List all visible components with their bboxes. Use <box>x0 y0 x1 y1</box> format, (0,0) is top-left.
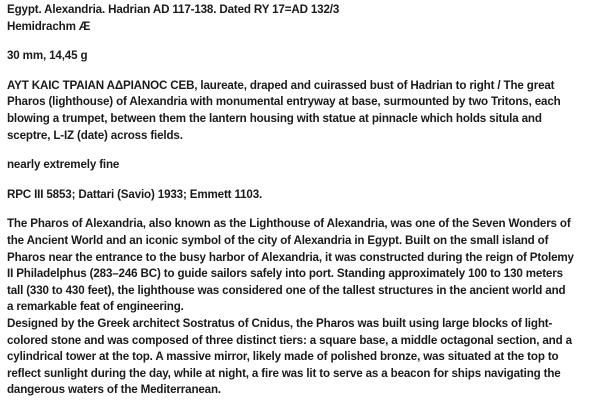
description-line: sceptre, L-IZ (date) across fields. <box>7 128 183 142</box>
history-line: reflect sunlight during the day, while at night, a fire was lit to serve as a beacon for ships navigating the <box>7 366 561 380</box>
coin-specs: 30 mm, 14,45 g <box>7 49 88 63</box>
history-paragraph-2 <box>7 316 605 399</box>
coin-references: RPC III 5853; Dattari (Savio) 1933; Emmett 1103. <box>7 187 263 201</box>
description-line: Pharos (lighthouse) of Alexandria with monumental entryway at base, surmounted by two Tritons, each <box>7 95 561 109</box>
history-line: II Philadelphus (283–246 BC) to guide sailors safely into port. Standing approximately 100 to 130 meters <box>7 267 563 281</box>
coin-denomination: Hemidrachm Æ <box>7 19 91 33</box>
history-line: colored stone and was composed of three distinct tiers: a square base, a middle octagonal section, and a <box>7 333 572 347</box>
coin-description-document <box>7 2 605 399</box>
coin-title: Egypt. Alexandria. Hadrian AD 117-138. Dated RY 17=AD 132/3 <box>7 3 340 16</box>
history-line: the Ancient World and an iconic symbol of the city of Alexandria in Egypt. Built on the small island of <box>7 233 549 247</box>
history-line: cylindrical tower at the top. A massive mirror, likely made of polished bronze, was situated at the top to <box>7 350 559 364</box>
history-line: The Pharos of Alexandria, also known as the Lighthouse of Alexandria, was one of the Seven Wonders of <box>7 217 571 231</box>
history-line: Pharos near the entrance to the busy harbor of Alexandria, it was constructed during the reign of Ptolemy <box>7 250 574 264</box>
history-line: a remarkable feat of engineering. <box>7 300 184 314</box>
description-line: ΑΥΤ ΚΑΙC ΤΡΑΙΑΝ ΑΔΡΙΑΝΟC CΕΒ, laureate, draped and cuirassed bust of Hadrian to right / The great <box>7 78 555 92</box>
history-line: Designed by the Greek architect Sostratus of Cnidus, the Pharos was built using large blocks of light- <box>7 316 553 330</box>
history-line: tall (330 to 430 feet), the lighthouse was considered one of the tallest structures in the ancient world and <box>7 283 566 297</box>
coin-grade: nearly extremely fine <box>7 158 120 172</box>
history-paragraph-1 <box>7 216 605 316</box>
history-line: dangerous waters of the Mediterranean. <box>7 383 221 397</box>
coin-description <box>7 78 605 144</box>
description-line: blowing a trumpet, between them the lantern housing with statue at pinnacle which holds situla and <box>7 111 542 125</box>
